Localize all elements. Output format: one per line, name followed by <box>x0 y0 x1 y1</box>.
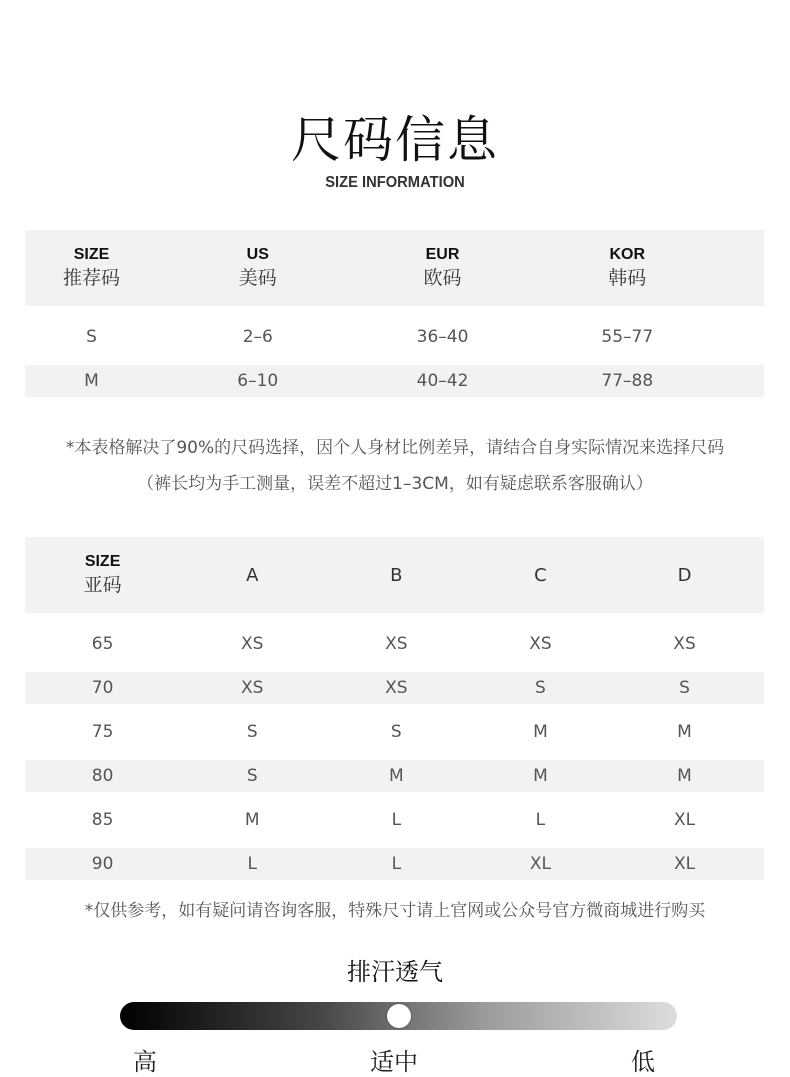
table-cell: XL <box>529 854 551 874</box>
table-cell: XS <box>385 634 408 654</box>
table-cell: XS <box>673 634 696 654</box>
table-cell: XL <box>673 854 696 874</box>
table-cell: XL <box>673 810 696 830</box>
table2-header-b: B <box>390 564 403 586</box>
table-row <box>25 318 764 356</box>
table-cell: 85 <box>91 810 114 830</box>
table-cell: S <box>390 722 402 742</box>
table-cell: XS <box>385 678 408 698</box>
table1-header-us: US 美码 <box>238 246 277 289</box>
table-cell: L <box>391 810 402 830</box>
table-cell: S <box>246 722 258 742</box>
table-row <box>25 804 764 836</box>
table-cell: L <box>247 854 257 874</box>
table-cell: M <box>388 766 404 786</box>
reference-note: *仅供参考，如有疑问请咨询客服，特殊尺寸请上官网或公众号官方微商城进行购买 <box>84 901 706 921</box>
table2-header-size: SIZE 亚码 <box>83 553 122 596</box>
table-row <box>25 672 764 704</box>
table-cell: M <box>84 371 99 391</box>
table-cell: 65 <box>91 634 114 654</box>
table1-header-size: SIZE 推荐码 <box>63 246 121 289</box>
table-cell: 55–77 <box>601 327 654 347</box>
table1-header-kor: KOR 韩码 <box>608 246 647 289</box>
table2-header-row <box>25 537 764 613</box>
table-cell: 2–6 <box>242 327 273 347</box>
table2-header-a: A <box>246 564 259 586</box>
table-cell: M <box>533 722 548 742</box>
table-row <box>25 716 764 748</box>
breathability-label-medium: 适中 <box>370 1048 418 1076</box>
size-note-line1: *本表格解决了90%的尺码选择，因个人身材比例差异，请结合自身实际情况来选择尺码 <box>65 438 725 458</box>
table-row <box>25 365 764 397</box>
breathability-knob <box>387 1004 411 1028</box>
table-cell: M <box>677 766 692 786</box>
table-cell: 6–10 <box>237 371 279 391</box>
table-cell: M <box>677 722 692 742</box>
table-cell: M <box>244 810 260 830</box>
table1-header-row <box>25 230 764 306</box>
breathability-label-low: 低 <box>631 1048 655 1076</box>
table-cell: L <box>391 854 402 874</box>
breathability-title: 排汗透气 <box>347 958 443 986</box>
table-row <box>25 760 764 792</box>
table-cell: S <box>86 327 97 347</box>
table-row <box>25 848 764 880</box>
table-cell: 80 <box>91 766 114 786</box>
table-cell: 70 <box>91 678 114 698</box>
table-cell: XS <box>529 634 552 654</box>
table1-header-eur: EUR 欧码 <box>423 246 462 289</box>
table-cell: 36–40 <box>416 327 469 347</box>
table-cell: 77–88 <box>601 371 654 391</box>
breathability-track <box>120 1002 677 1030</box>
table-cell: XS <box>241 678 264 698</box>
size-note-line2: （裤长均为手工测量，误差不超过1–3CM，如有疑虑联系客服确认） <box>137 474 653 494</box>
table-cell: S <box>535 678 546 698</box>
table-cell: M <box>533 766 548 786</box>
table-row <box>25 628 764 660</box>
page-subtitle: SIZE INFORMATION <box>325 174 465 191</box>
breathability-label-high: 高 <box>133 1048 157 1076</box>
table-cell: 90 <box>91 854 114 874</box>
page-title: 尺码信息 <box>291 111 499 169</box>
table2-header-c: C <box>534 564 547 586</box>
table-cell: S <box>246 766 258 786</box>
table-cell: S <box>679 678 690 698</box>
table2-header-d: D <box>677 564 692 586</box>
table-cell: 75 <box>91 722 114 742</box>
table-cell: L <box>535 810 546 830</box>
table-cell: 40–42 <box>416 371 469 391</box>
table-cell: XS <box>241 634 264 654</box>
